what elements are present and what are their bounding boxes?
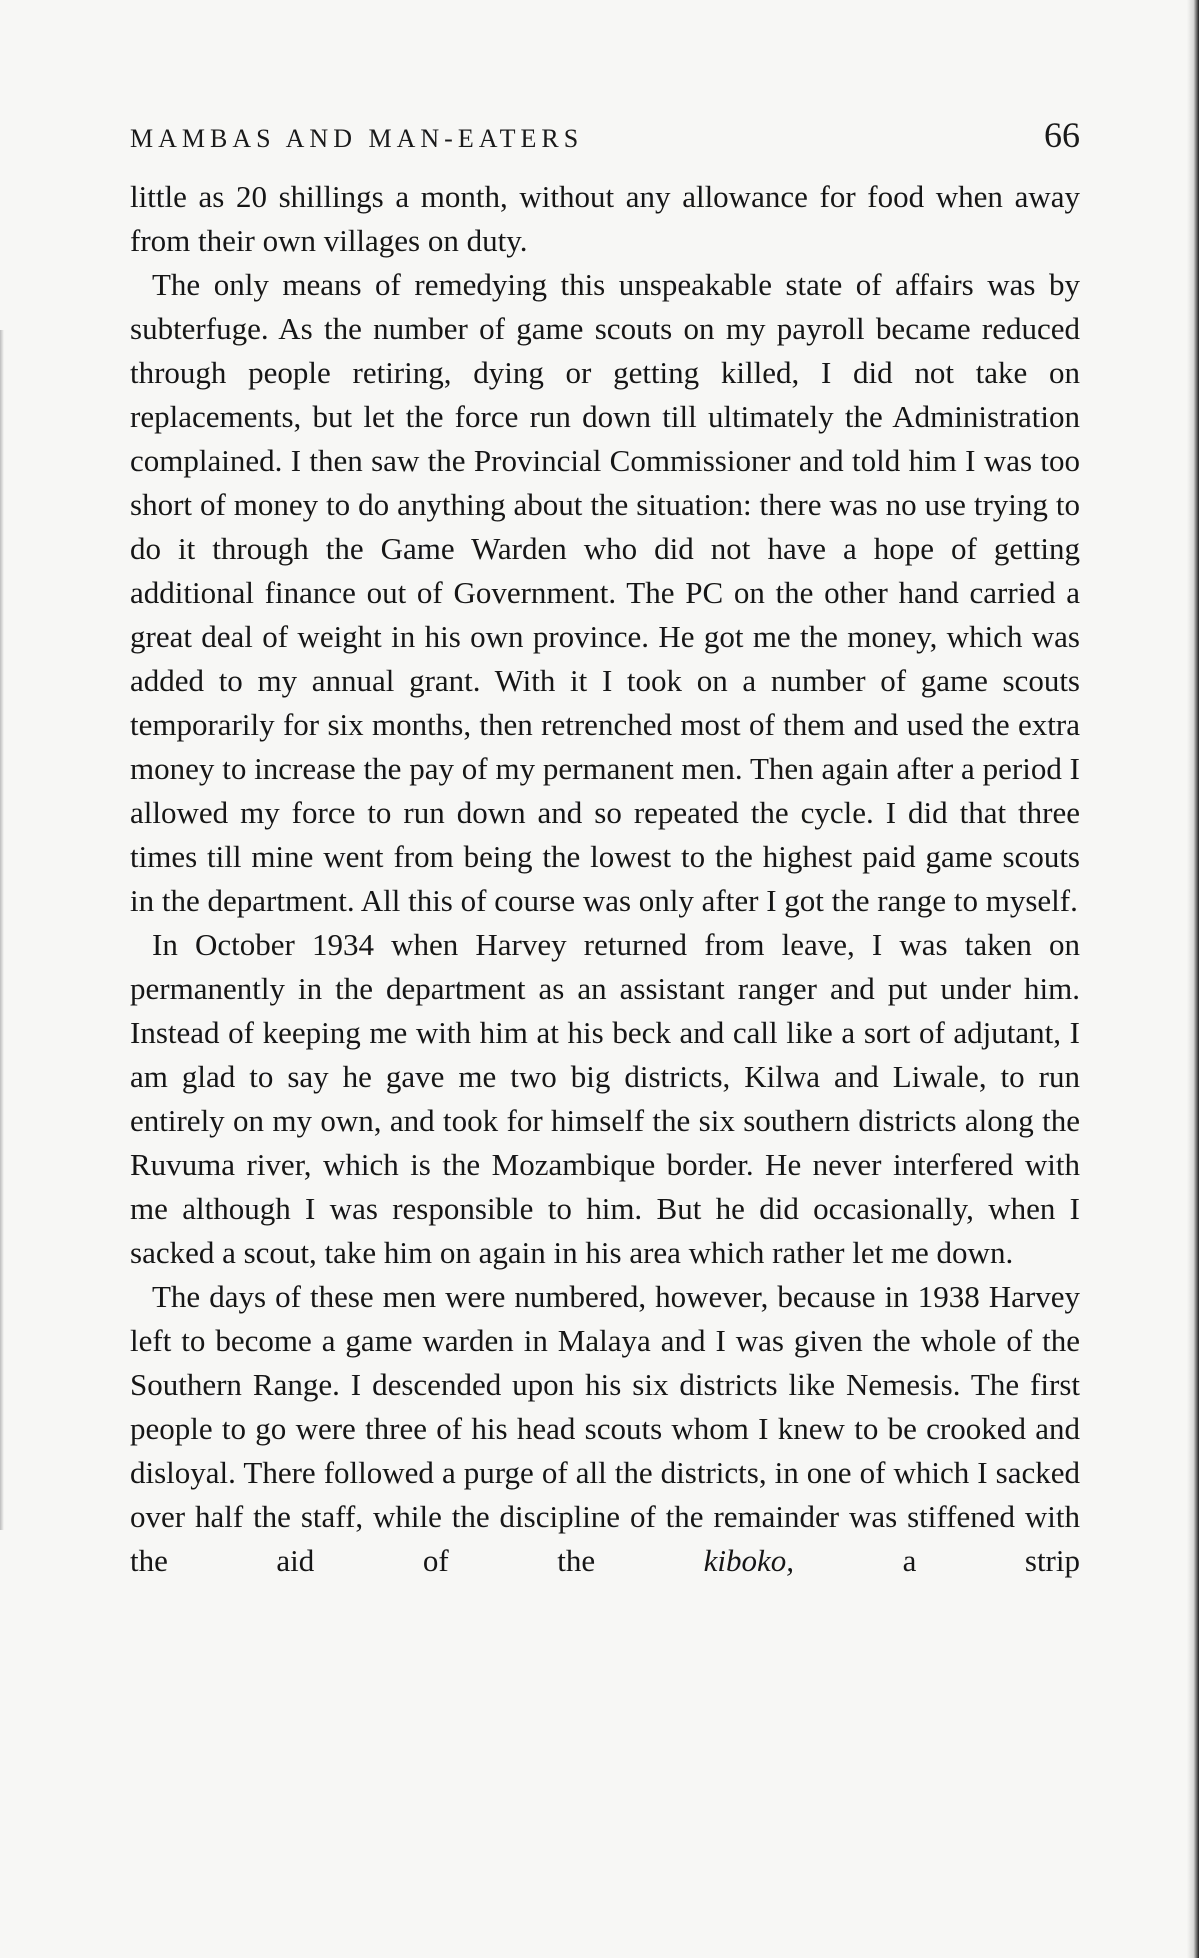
italic-term: kiboko,	[703, 1543, 795, 1578]
page-edge	[1187, 0, 1199, 1958]
running-title: MAMBAS AND MAN-EATERS	[130, 124, 584, 153]
paragraph-text: The days of these men were numbered, however, because in 1938 Harvey left to become a game warden in Malaya and I was given the whole of the Southern Range. I descended upon his six districts like Nemesis. The first people to go were three of his head scouts whom I knew to be crooked and disloyal. There followed a purge of all the districts, in one of which I sacked over half the staff, while the discipline of the remainder was stiffened with the aid of the	[130, 1279, 1080, 1578]
paragraph-text: a strip	[794, 1543, 1080, 1578]
paragraph: The only means of remedying this unspeakable state of affairs was by subterfuge. As the number of game scouts on my payroll became reduced through people retiring, dying or getting killed, I did not take on replacements, but let the force run down till ultimately the Administration complained. I then saw the Provincial Commissioner and told him I was too short of money to do anything about the situation: there was no use trying to do it through the Game Warden who did not have a hope of getting additional finance out of Government. The PC on the other hand carried a great deal of weight in his own province. He got me the money, which was added to my annual grant. With it I took on a number of game scouts temporarily for six months, then retrenched most of them and used the extra money to increase the pay of my permanent men. Then again after a period I allowed my force to run down and so repeated the cycle. I did that three times till mine went from being the lowest to the highest paid game scouts in the department. All this of course was only after I got the range to myself.	[130, 267, 1080, 918]
page-number: 66	[1044, 115, 1080, 155]
paragraph	[130, 1275, 1080, 1583]
gutter-shadow	[0, 330, 4, 1530]
running-head	[130, 114, 1080, 164]
paragraph: In October 1934 when Harvey returned from leave, I was taken on permanently in the department as an assistant ranger and put under him. Instead of keeping me with him at his beck and call like a sort of adjutant, I am glad to say he gave me two big districts, Kilwa and Liwale, to run entirely on my own, and took for himself the six southern districts along the Ruvuma river, which is the Mozambique border. He never interfered with me although I was responsible to him. But he did occasionally, when I sacked a scout, take him on again in his area which rather let me down.	[130, 927, 1080, 1270]
paragraph-continued: little as 20 shillings a month, without any allowance for food when away from their own villages on duty.	[130, 179, 1080, 258]
body-text	[130, 175, 1080, 1583]
